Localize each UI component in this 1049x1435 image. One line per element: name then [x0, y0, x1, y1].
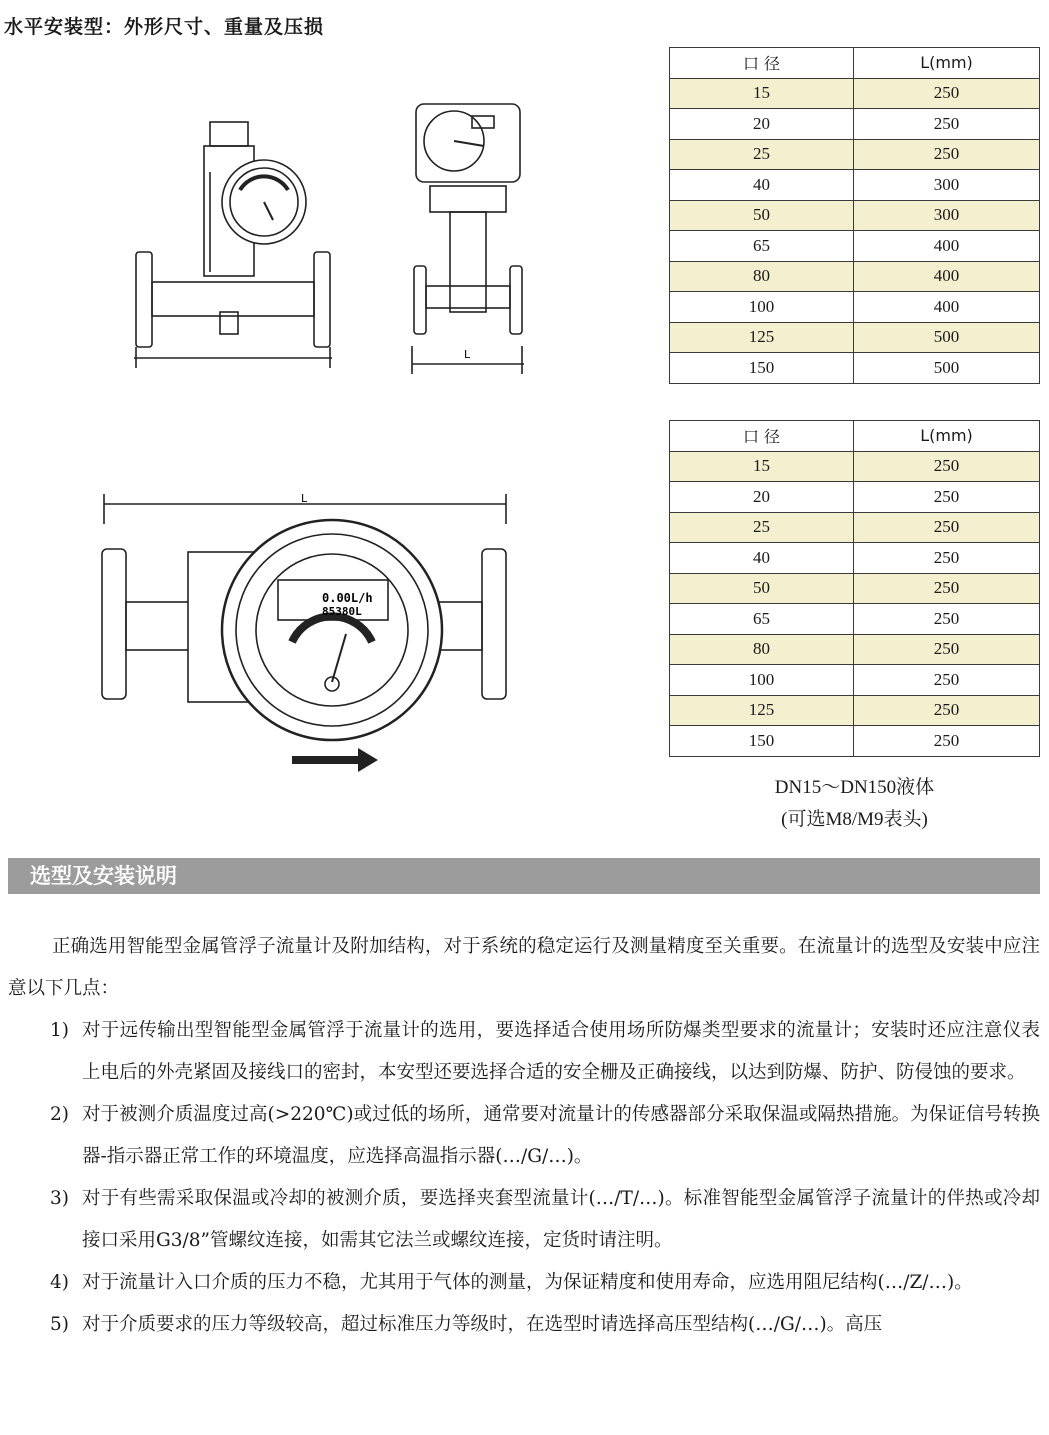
cell-diameter: 20 [670, 109, 854, 140]
table-row [670, 139, 1040, 170]
table-row [670, 573, 1040, 604]
cell-diameter: 80 [670, 261, 854, 292]
side-view-drawing [402, 86, 542, 376]
table-row [670, 634, 1040, 665]
cell-diameter: 50 [670, 200, 854, 231]
cell-diameter: 150 [670, 726, 854, 757]
cell-length: 500 [854, 322, 1040, 353]
display-total: 85380L [322, 605, 362, 618]
header-diameter: 口 径 [670, 421, 854, 452]
table-row [670, 109, 1040, 140]
table-row [670, 543, 1040, 574]
table-row [670, 292, 1040, 323]
table-row [670, 200, 1040, 231]
cell-diameter: 65 [670, 604, 854, 635]
cell-length: 250 [854, 695, 1040, 726]
item-text: 对于远传输出型智能型金属管浮于流量计的选用，要选择适合使用场所防爆类型要求的流量计；安装时还应注意仪表上电后的外壳紧固及接线口的密封，本安型还要选择合适的安全栅及正确接线，以达到防爆、防护、防侵蚀的要求。 [82, 1020, 1040, 1083]
cell-length: 250 [854, 665, 1040, 696]
table-caption-line1: DN15～DN150液体 [774, 777, 935, 798]
cell-length: 250 [854, 604, 1040, 635]
table-row [670, 78, 1040, 109]
cell-diameter: 40 [670, 170, 854, 201]
cell-length: 250 [854, 512, 1040, 543]
cell-diameter: 125 [670, 695, 854, 726]
cell-diameter: 20 [670, 482, 854, 513]
cell-length: 250 [854, 726, 1040, 757]
header-length: L(mm) [854, 421, 1040, 452]
list-item [8, 1304, 1040, 1346]
cell-length: 250 [854, 139, 1040, 170]
table-header-row [670, 421, 1040, 452]
table-row [670, 604, 1040, 635]
table-row [670, 512, 1040, 543]
table-row [670, 231, 1040, 262]
dimension-table-1 [669, 47, 1040, 384]
cell-length: 250 [854, 451, 1040, 482]
table-row [670, 353, 1040, 384]
cell-diameter: 100 [670, 292, 854, 323]
horizontal-meter-drawing [96, 484, 516, 784]
list-item [8, 1262, 1040, 1304]
cell-length: 250 [854, 482, 1040, 513]
table-row [670, 170, 1040, 201]
cell-length: 400 [854, 292, 1040, 323]
cell-diameter: 40 [670, 543, 854, 574]
cell-length: 250 [854, 634, 1040, 665]
list-item [8, 1010, 1040, 1094]
list-item [8, 1094, 1040, 1178]
cell-diameter: 65 [670, 231, 854, 262]
cell-diameter: 25 [670, 139, 854, 170]
cell-length: 500 [854, 353, 1040, 384]
header-length: L(mm) [854, 48, 1040, 79]
item-text: 对于介质要求的压力等级较高，超过标准压力等级时，在选型时请选择高压型结构(…/G/…)。高压 [82, 1314, 883, 1335]
item-text: 对于被测介质温度过高(>220℃)或过低的场所，通常要对流量计的传感器部分采取保温或隔热措施。为保证信号转换器-指示器正常工作的环境温度，应选择高温指示器(…/G/…)。 [82, 1104, 1040, 1167]
cell-diameter: 125 [670, 322, 854, 353]
cell-diameter: 50 [670, 573, 854, 604]
table-row [670, 665, 1040, 696]
cell-length: 300 [854, 170, 1040, 201]
page-heading: 水平安装型：外形尺寸、重量及压损 [4, 16, 325, 38]
item-number: 2) [50, 1104, 69, 1125]
table-row [670, 482, 1040, 513]
dimension-table-2 [669, 420, 1040, 757]
section-title: 选型及安装说明 [8, 858, 1040, 894]
cell-length: 250 [854, 543, 1040, 574]
header-diameter: 口 径 [670, 48, 854, 79]
cell-length: 300 [854, 200, 1040, 231]
cell-diameter: 25 [670, 512, 854, 543]
side-dim-label: L [464, 348, 471, 361]
cell-diameter: 100 [670, 665, 854, 696]
display-flow: 0.00L/h [322, 591, 373, 605]
cell-length: 400 [854, 231, 1040, 262]
table-header-row [670, 48, 1040, 79]
item-text: 对于流量计入口介质的压力不稳，尤其用于气体的测量，为保证精度和使用寿命，应选用阻尼结构(…/Z/…)。 [82, 1272, 973, 1293]
horizontal-dim-label: L [301, 492, 308, 505]
item-number: 1) [50, 1020, 69, 1041]
intro-paragraph: 正确选用智能型金属管浮子流量计及附加结构，对于系统的稳定运行及测量精度至关重要。在流量计的选型及安装中应注意以下几点： [8, 936, 1040, 999]
table-row [670, 695, 1040, 726]
cell-length: 250 [854, 78, 1040, 109]
cell-length: 250 [854, 573, 1040, 604]
table-row [670, 322, 1040, 353]
table-caption-line2: (可选M8/M9表头) [781, 809, 928, 830]
item-number: 5) [50, 1314, 69, 1335]
item-number: 3) [50, 1188, 69, 1209]
cell-diameter: 80 [670, 634, 854, 665]
item-text: 对于有些需采取保温或冷却的被测介质，要选择夹套型流量计(…/T/…)。标准智能型金属管浮子流量计的伴热或冷却接口采用G3/8”管螺纹连接，如需其它法兰或螺纹连接，定货时请注明。 [82, 1188, 1040, 1251]
table-row [670, 451, 1040, 482]
item-number: 4) [50, 1272, 69, 1293]
cell-length: 250 [854, 109, 1040, 140]
cell-diameter: 15 [670, 78, 854, 109]
cell-diameter: 150 [670, 353, 854, 384]
instructions-body [8, 926, 1040, 1346]
list-item [8, 1178, 1040, 1262]
table-row [670, 261, 1040, 292]
cell-length: 400 [854, 261, 1040, 292]
table-row [670, 726, 1040, 757]
cell-diameter: 15 [670, 451, 854, 482]
front-view-drawing [128, 112, 338, 382]
